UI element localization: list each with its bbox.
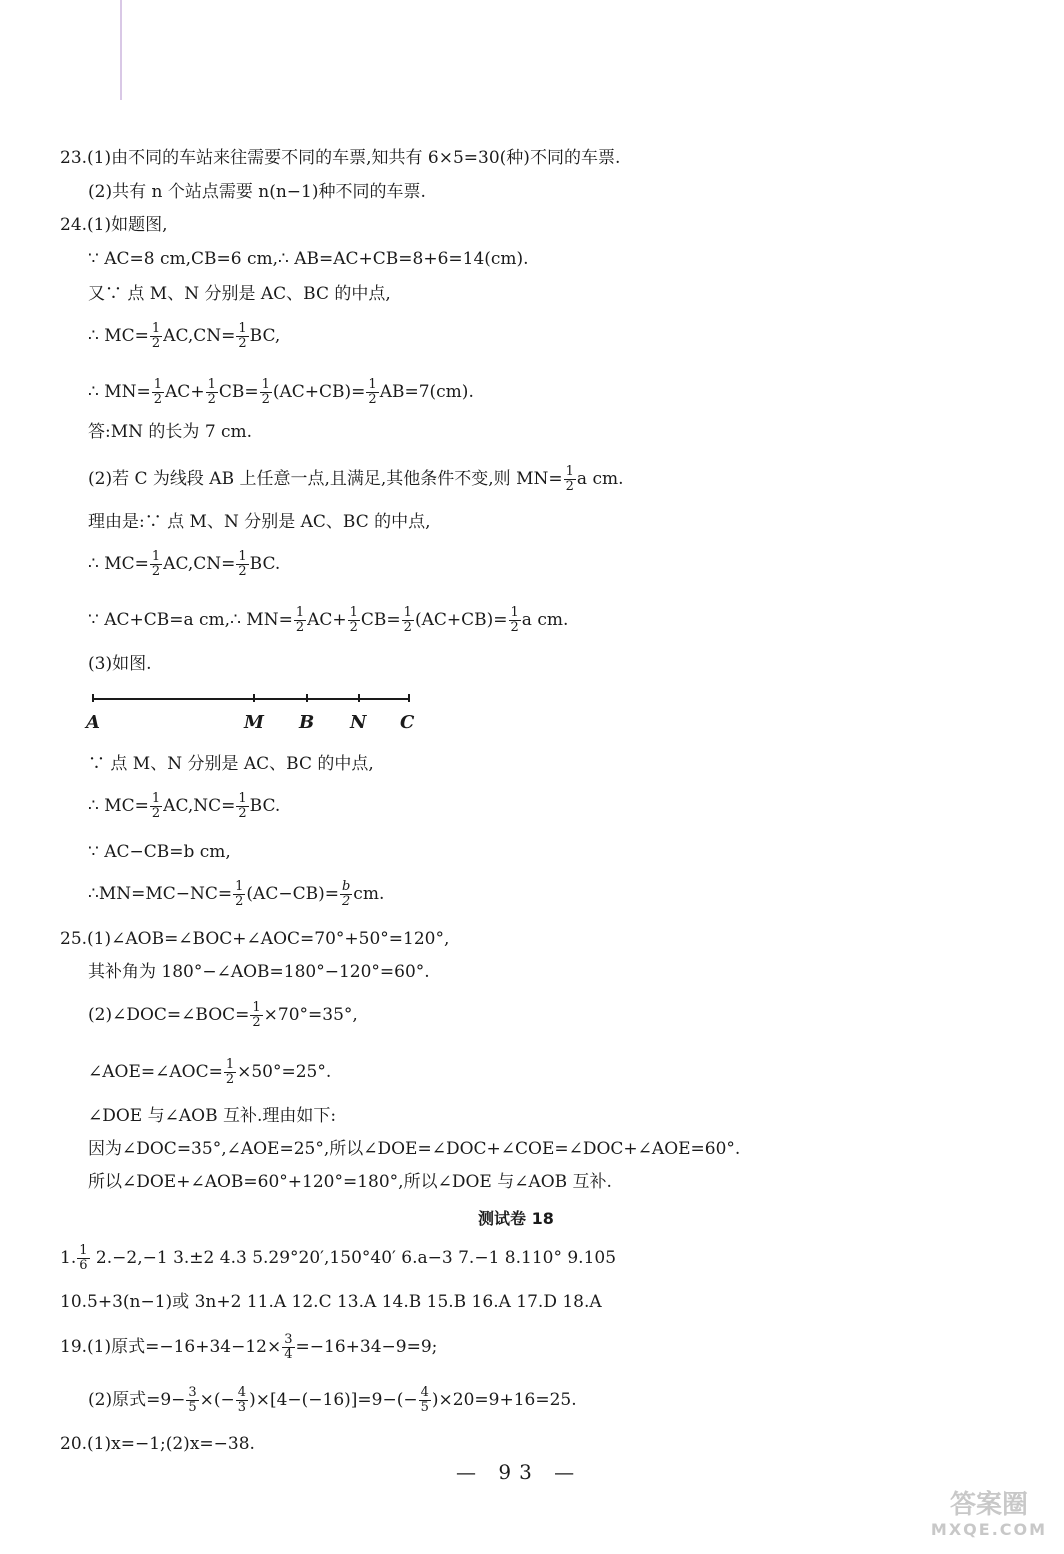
fraction: [282, 1333, 294, 1362]
text-segment: cm.: [353, 884, 385, 904]
answer-24-line-mn: [88, 378, 474, 407]
answer-24-line-ab: ∵ AC=8 cm,CB=6 cm,∴ AB=AC+CB=8+6=14(cm).: [88, 249, 529, 269]
fraction: [564, 465, 576, 494]
fraction-numerator: 1: [403, 605, 412, 620]
fraction-numerator: 1: [238, 321, 247, 336]
answer-24-line-mn-2: [88, 606, 568, 635]
test18-answer-19-part2: [88, 1386, 577, 1415]
fraction: [77, 1244, 89, 1273]
fraction: [233, 880, 245, 909]
text-segment: (2)原式=9−: [88, 1390, 186, 1410]
watermark-url: MXQE.COM: [930, 1520, 1048, 1539]
text-segment: ×(−: [199, 1390, 235, 1410]
answer-24-part3-midpoints: ∵ 点 M、N 分别是 AC、BC 的中点,: [88, 754, 374, 774]
text-segment: BC,: [249, 326, 281, 346]
section-title: 测试卷 18: [478, 1209, 554, 1228]
tick-b: [306, 694, 308, 702]
fraction-denominator: 6: [79, 1258, 88, 1273]
fraction-denominator: 5: [188, 1400, 197, 1415]
fraction: [150, 322, 162, 351]
text-segment: AC,CN=: [163, 554, 236, 574]
answer-24-line-ac-cb: ∵ AC−CB=b cm,: [88, 842, 231, 862]
text-segment: ×70°=35°,: [263, 1005, 358, 1025]
text-segment: 1.: [60, 1248, 77, 1268]
fraction: [294, 606, 306, 635]
point-label-a: A: [86, 712, 100, 733]
answer-24-reason: 理由是:∵ 点 M、N 分别是 AC、BC 的中点,: [88, 512, 431, 532]
text-segment: ∴ MC=: [88, 554, 149, 574]
text-segment: 19.(1)原式=−16+34−12×: [60, 1337, 282, 1357]
text-segment: (AC−CB)=: [246, 884, 339, 904]
fraction-denominator: 2: [235, 894, 244, 909]
fraction-denominator: 2: [252, 1015, 261, 1030]
text-segment: (AC+CB)=: [414, 610, 508, 630]
answer-23-part1: 23.(1)由不同的车站来往需要不同的车票,知共有 6×5=30(种)不同的车票.: [60, 148, 621, 168]
text-segment: )×20=9+16=25.: [431, 1390, 577, 1410]
fraction-denominator: 2: [238, 806, 247, 821]
text-segment: ∵ AC+CB=a cm,∴ MN=: [88, 610, 293, 630]
fraction: [152, 378, 164, 407]
margin-mark: [120, 0, 122, 100]
text-segment: AC,NC=: [163, 796, 236, 816]
point-label-b: B: [299, 712, 315, 733]
fraction-denominator: 2: [238, 564, 247, 579]
text-segment: ∴MN=MC−NC=: [88, 884, 233, 904]
answer-24-line-mc-cn: [88, 322, 280, 351]
text-segment: a cm.: [576, 469, 624, 489]
fraction: [150, 792, 162, 821]
fraction: [402, 606, 414, 635]
fraction-denominator: 2: [368, 392, 377, 407]
fraction: [236, 550, 248, 579]
fraction: [224, 1058, 236, 1087]
test18-answers-1-9: [60, 1244, 616, 1273]
text-segment: ∴ MC=: [88, 326, 149, 346]
fraction-numerator: 1: [235, 879, 244, 894]
fraction-numerator: 3: [188, 1385, 197, 1400]
fraction-numerator: 1: [565, 464, 574, 479]
watermark-logo: [924, 1490, 1054, 1546]
fraction-denominator: 2: [295, 620, 305, 635]
answer-24-line-midpoints: 又∵ 点 M、N 分别是 AC、BC 的中点,: [88, 284, 391, 304]
fraction-numerator: 1: [151, 549, 161, 564]
fraction-numerator: 1: [207, 377, 216, 392]
fraction: [348, 606, 360, 635]
test18-answer-20: 20.(1)x=−1;(2)x=−38.: [60, 1434, 255, 1454]
text-segment: AC+: [307, 610, 347, 630]
answer-24-line-mc-cn-2: [88, 550, 280, 579]
segment-line: [92, 698, 410, 700]
fraction-denominator: 2: [151, 806, 161, 821]
fraction-numerator: 1: [349, 605, 358, 620]
fraction-numerator: 1: [295, 605, 305, 620]
test18-answers-10-18: 10.5+3(n−1)或 3n+2 11.A 12.C 13.A 14.B 15.B 16.A 17.D 18.A: [60, 1292, 602, 1312]
fraction-numerator: 4: [420, 1385, 429, 1400]
fraction-denominator: 3: [237, 1400, 247, 1415]
text-segment: a cm.: [521, 610, 569, 630]
test18-answer-19-part1: [60, 1333, 437, 1362]
fraction: [186, 1386, 198, 1415]
text-segment: 2.−2,−1 3.±2 4.3 5.29°20′,150°40′ 6.a−3 7.−1 8.110° 9.105: [90, 1248, 617, 1268]
answer-23-part2: (2)共有 n 个站点需要 n(n−1)种不同的车票.: [88, 182, 426, 202]
answer-25-part1: 25.(1)∠AOB=∠BOC+∠AOC=70°+50°=120°,: [60, 929, 450, 949]
answer-24-part2: [88, 465, 624, 494]
answer-25-supplement: 其补角为 180°−∠AOB=180°−120°=60°.: [88, 962, 430, 982]
fraction-numerator: 1: [151, 791, 161, 806]
answer-24-line-mn-3: [88, 880, 384, 909]
text-segment: ×50°=25°.: [237, 1062, 332, 1082]
text-segment: (2)若 C 为线段 AB 上任意一点,且满足,其他条件不变,则 MN=: [88, 469, 563, 489]
fraction-numerator: 1: [252, 1000, 261, 1015]
fraction-denominator: 2: [403, 620, 412, 635]
page-number: — 93 —: [456, 1460, 583, 1484]
fraction: [236, 322, 248, 351]
text-segment: CB=: [218, 382, 259, 402]
fraction-numerator: b: [341, 879, 351, 894]
answer-24-conclusion: 答:MN 的长为 7 cm.: [88, 422, 253, 442]
text-segment: (2)∠DOC=∠BOC=: [88, 1005, 250, 1025]
text-segment: ∴ MC=: [88, 796, 149, 816]
tick-n: [358, 694, 360, 702]
answer-25-conclusion: 所以∠DOE+∠AOB=60°+120°=180°,所以∠DOE 与∠AOB 互补.: [88, 1172, 612, 1192]
watermark-text: 答案圈: [949, 1490, 1028, 1520]
point-label-n: N: [350, 712, 367, 733]
text-segment: ∴ MN=: [88, 382, 151, 402]
fraction-denominator: 2: [349, 620, 358, 635]
fraction-numerator: 1: [151, 321, 161, 336]
answer-25-part2-aoe: [88, 1058, 331, 1087]
point-label-c: C: [400, 712, 415, 733]
fraction: [366, 378, 378, 407]
point-label-m: M: [244, 712, 264, 733]
fraction-denominator: 2: [261, 392, 270, 407]
fraction: [340, 880, 352, 909]
fraction: [250, 1001, 262, 1030]
text-segment: )×[4−(−16)]=9−(−: [249, 1390, 418, 1410]
fraction-denominator: 2: [225, 1072, 235, 1087]
answer-25-part2-doc: [88, 1001, 358, 1030]
fraction: [206, 378, 218, 407]
fraction-numerator: 3: [284, 1332, 293, 1347]
text-segment: =−16+34−9=9;: [295, 1337, 438, 1357]
answer-25-reason: 因为∠DOC=35°,∠AOE=25°,所以∠DOE=∠DOC+∠COE=∠DOC+∠AOE=60°.: [88, 1139, 741, 1159]
text-segment: AC,CN=: [163, 326, 236, 346]
fraction-numerator: 1: [261, 377, 270, 392]
fraction: [419, 1386, 431, 1415]
fraction-denominator: 2: [207, 392, 216, 407]
tick-m: [253, 694, 255, 702]
fraction-numerator: 1: [368, 377, 377, 392]
fraction-numerator: 1: [510, 605, 519, 620]
fraction-numerator: 4: [237, 1385, 247, 1400]
fraction-denominator: 5: [420, 1400, 429, 1415]
fraction-denominator: 2: [151, 336, 161, 351]
fraction-denominator: 2: [238, 336, 247, 351]
tick-c: [408, 694, 410, 702]
answer-24-line-mc-nc: [88, 792, 280, 821]
fraction-denominator: 2: [341, 894, 351, 909]
fraction-denominator: 2: [151, 564, 161, 579]
fraction-denominator: 2: [565, 479, 574, 494]
fraction: [236, 1386, 248, 1415]
fraction: [150, 550, 162, 579]
fraction-numerator: 1: [238, 549, 247, 564]
text-segment: (AC+CB)=: [272, 382, 366, 402]
fraction: [509, 606, 521, 635]
fraction-numerator: 1: [79, 1243, 88, 1258]
text-segment: BC.: [249, 554, 281, 574]
fraction-denominator: 2: [510, 620, 519, 635]
fraction: [236, 792, 248, 821]
fraction-numerator: 1: [153, 377, 163, 392]
tick-a: [92, 694, 94, 702]
answer-25-claim: ∠DOE 与∠AOB 互补.理由如下:: [88, 1106, 337, 1126]
fraction-denominator: 4: [284, 1347, 293, 1362]
text-segment: AC+: [165, 382, 205, 402]
answer-24-part3-heading: (3)如图.: [88, 654, 152, 674]
fraction-numerator: 1: [238, 791, 247, 806]
text-segment: CB=: [360, 610, 401, 630]
answer-24-part1-heading: 24.(1)如题图,: [60, 215, 168, 235]
text-segment: AB=7(cm).: [379, 382, 474, 402]
fraction-denominator: 2: [153, 392, 163, 407]
text-segment: BC.: [249, 796, 281, 816]
fraction-numerator: 1: [225, 1057, 235, 1072]
text-segment: ∠AOE=∠AOC=: [88, 1062, 223, 1082]
fraction: [260, 378, 272, 407]
